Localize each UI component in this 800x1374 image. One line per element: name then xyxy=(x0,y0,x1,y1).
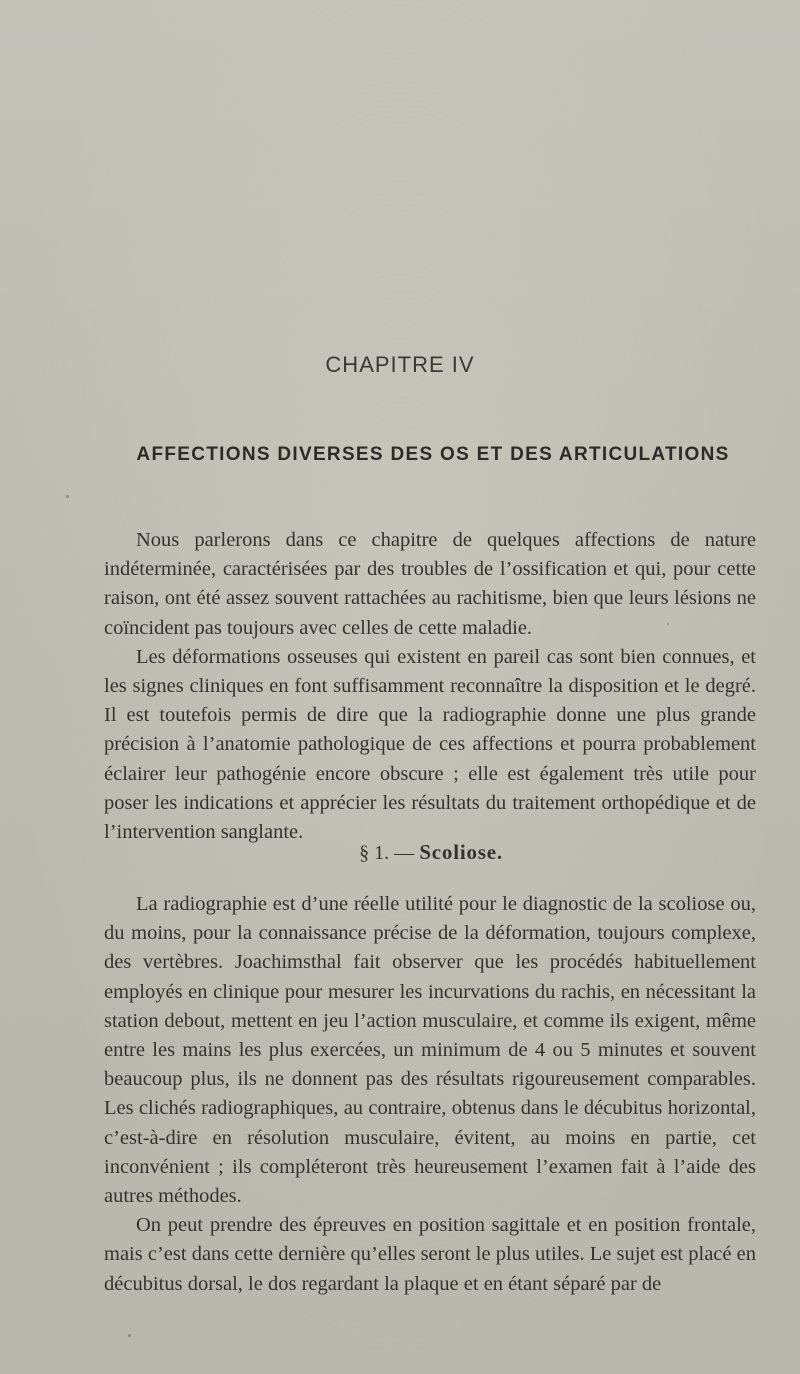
section-heading xyxy=(0,840,800,865)
section-name: Scoliose. xyxy=(419,840,503,864)
scoliosis-text xyxy=(104,890,756,1299)
paper-speck xyxy=(66,495,69,498)
chapter-number: CHAPITRE IV xyxy=(325,352,475,377)
scoliosis-paragraph: La radiographie est d’une réelle utilité pour le diagnostic de la scoliose ou, du moins, pour la connaissance précise de la déformation, toujours complexe, des vertèbres. Joachimsthal fait observer que les procédés habituellement employés en clinique pour mesurer les incurvations du rachis, en nécessitant la station debout, mettent en jeu l’action musculaire, et comme ils exigent, même entre les mains les plus exercées, un minimum de 4 ou 5 minutes et souvent beaucoup plus, ils ne donnent pas des résultats rigoureusement comparables. Les clichés radiographiques, au contraire, obtenus dans le décubitus horizontal, c’est-à-dire en résolution musculaire, évitent, au moins en partie, cet inconvénient ; ils compléteront très heureusement l’examen fait à l’aide des autres méthodes. xyxy=(104,893,756,1208)
section-number: § 1. — xyxy=(359,842,415,864)
paper-speck xyxy=(128,1334,131,1337)
chapter-title: AFFECTIONS DIVERSES DES OS ET DES ARTICULATIONS xyxy=(136,444,730,465)
intro-paragraph: Nous parlerons dans ce chapitre de quelques affections de nature indéterminée, caractérisées par des troubles de l’ossification et qui, pour cette raison, ont été assez souvent rattachées au rachitisme, bien que leurs lésions ne coïncident pas toujours avec celles de cette maladie. xyxy=(104,529,756,639)
paper-speck xyxy=(667,623,669,625)
intro-text xyxy=(104,526,756,847)
intro-paragraph: Les déformations osseuses qui existent en pareil cas sont bien connues, et les signes cliniques en font suffisamment reconnaître la disposition et le degré. Il est toutefois permis de dire que la radiographie donne une plus grande précision à l’anatomie pathologique de ces affections et pourra probablement éclairer leur pathogénie encore obscure ; elle est également très utile pour poser les indications et apprécier les résultats du traitement orthopédique et de l’intervention sanglante. xyxy=(104,645,756,844)
scoliosis-paragraph: On peut prendre des épreuves en position sagittale et en position frontale, mais c’est dans cette dernière qu’elles seront le plus utiles. Le sujet est placé en décubitus dorsal, le dos regardant la plaque et en étant séparé par de xyxy=(104,1214,756,1295)
